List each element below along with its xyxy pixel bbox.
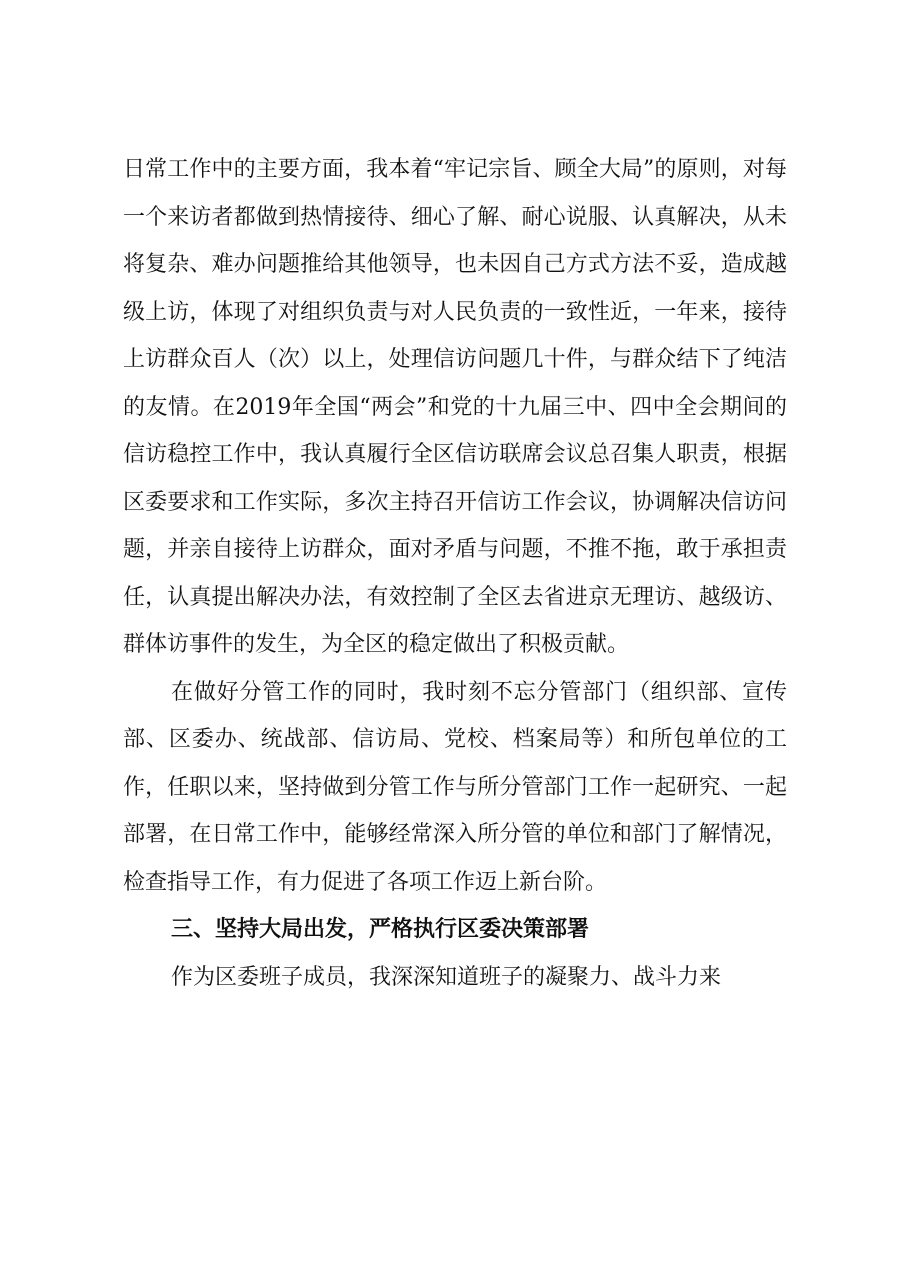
paragraph-management-work: 在做好分管工作的同时，我时刻不忘分管部门（组织部、宣传部、区委办、统战部、信访局、党校、档案局等）和所包单位的工作，任职以来，坚持做到分管工作与所分管部门工作一起研究、一起部署，在日常工作中，能够经常深入所分管的单位和部门了解情况，检查指导工作，有力促进了各项工作迈上新台阶。 <box>123 679 787 895</box>
document-body <box>123 146 787 1001</box>
paragraph-section-three-start: 作为区委班子成员，我深深知道班子的凝聚力、战斗力来 <box>171 964 722 990</box>
section-heading: 三、坚持大局出发，严格执行区委决策部署 <box>171 917 590 942</box>
paragraph-continuation: 日常工作中的主要方面，我本着“牢记宗旨、顾全大局”的原则，对每一个来访者都做到热情接待、细心了解、耐心说服、认真解决，从未将复杂、难办问题推给其他领导，也未因自己方式方法不妥，造成越级上访，体现了对组织负责与对人民负责的一致性近，一年来，接待上访群众百人（次）以上，处理信访问题几十件，与群众结下了纯洁的友情。在2019年全国“两会”和党的十九届三中、四中全会期间的信访稳控工作中，我认真履行全区信访联席会议总召集人职责，根据区委要求和工作实际，多次主持召开信访工作会议，协调解决信访问题，并亲自接待上访群众，面对矛盾与问题，不推不拖，敢于承担责任，认真提出解决办法，有效控制了全区去省进京无理访、越级访、群体访事件的发生，为全区的稳定做出了积极贡献。 <box>123 157 787 657</box>
